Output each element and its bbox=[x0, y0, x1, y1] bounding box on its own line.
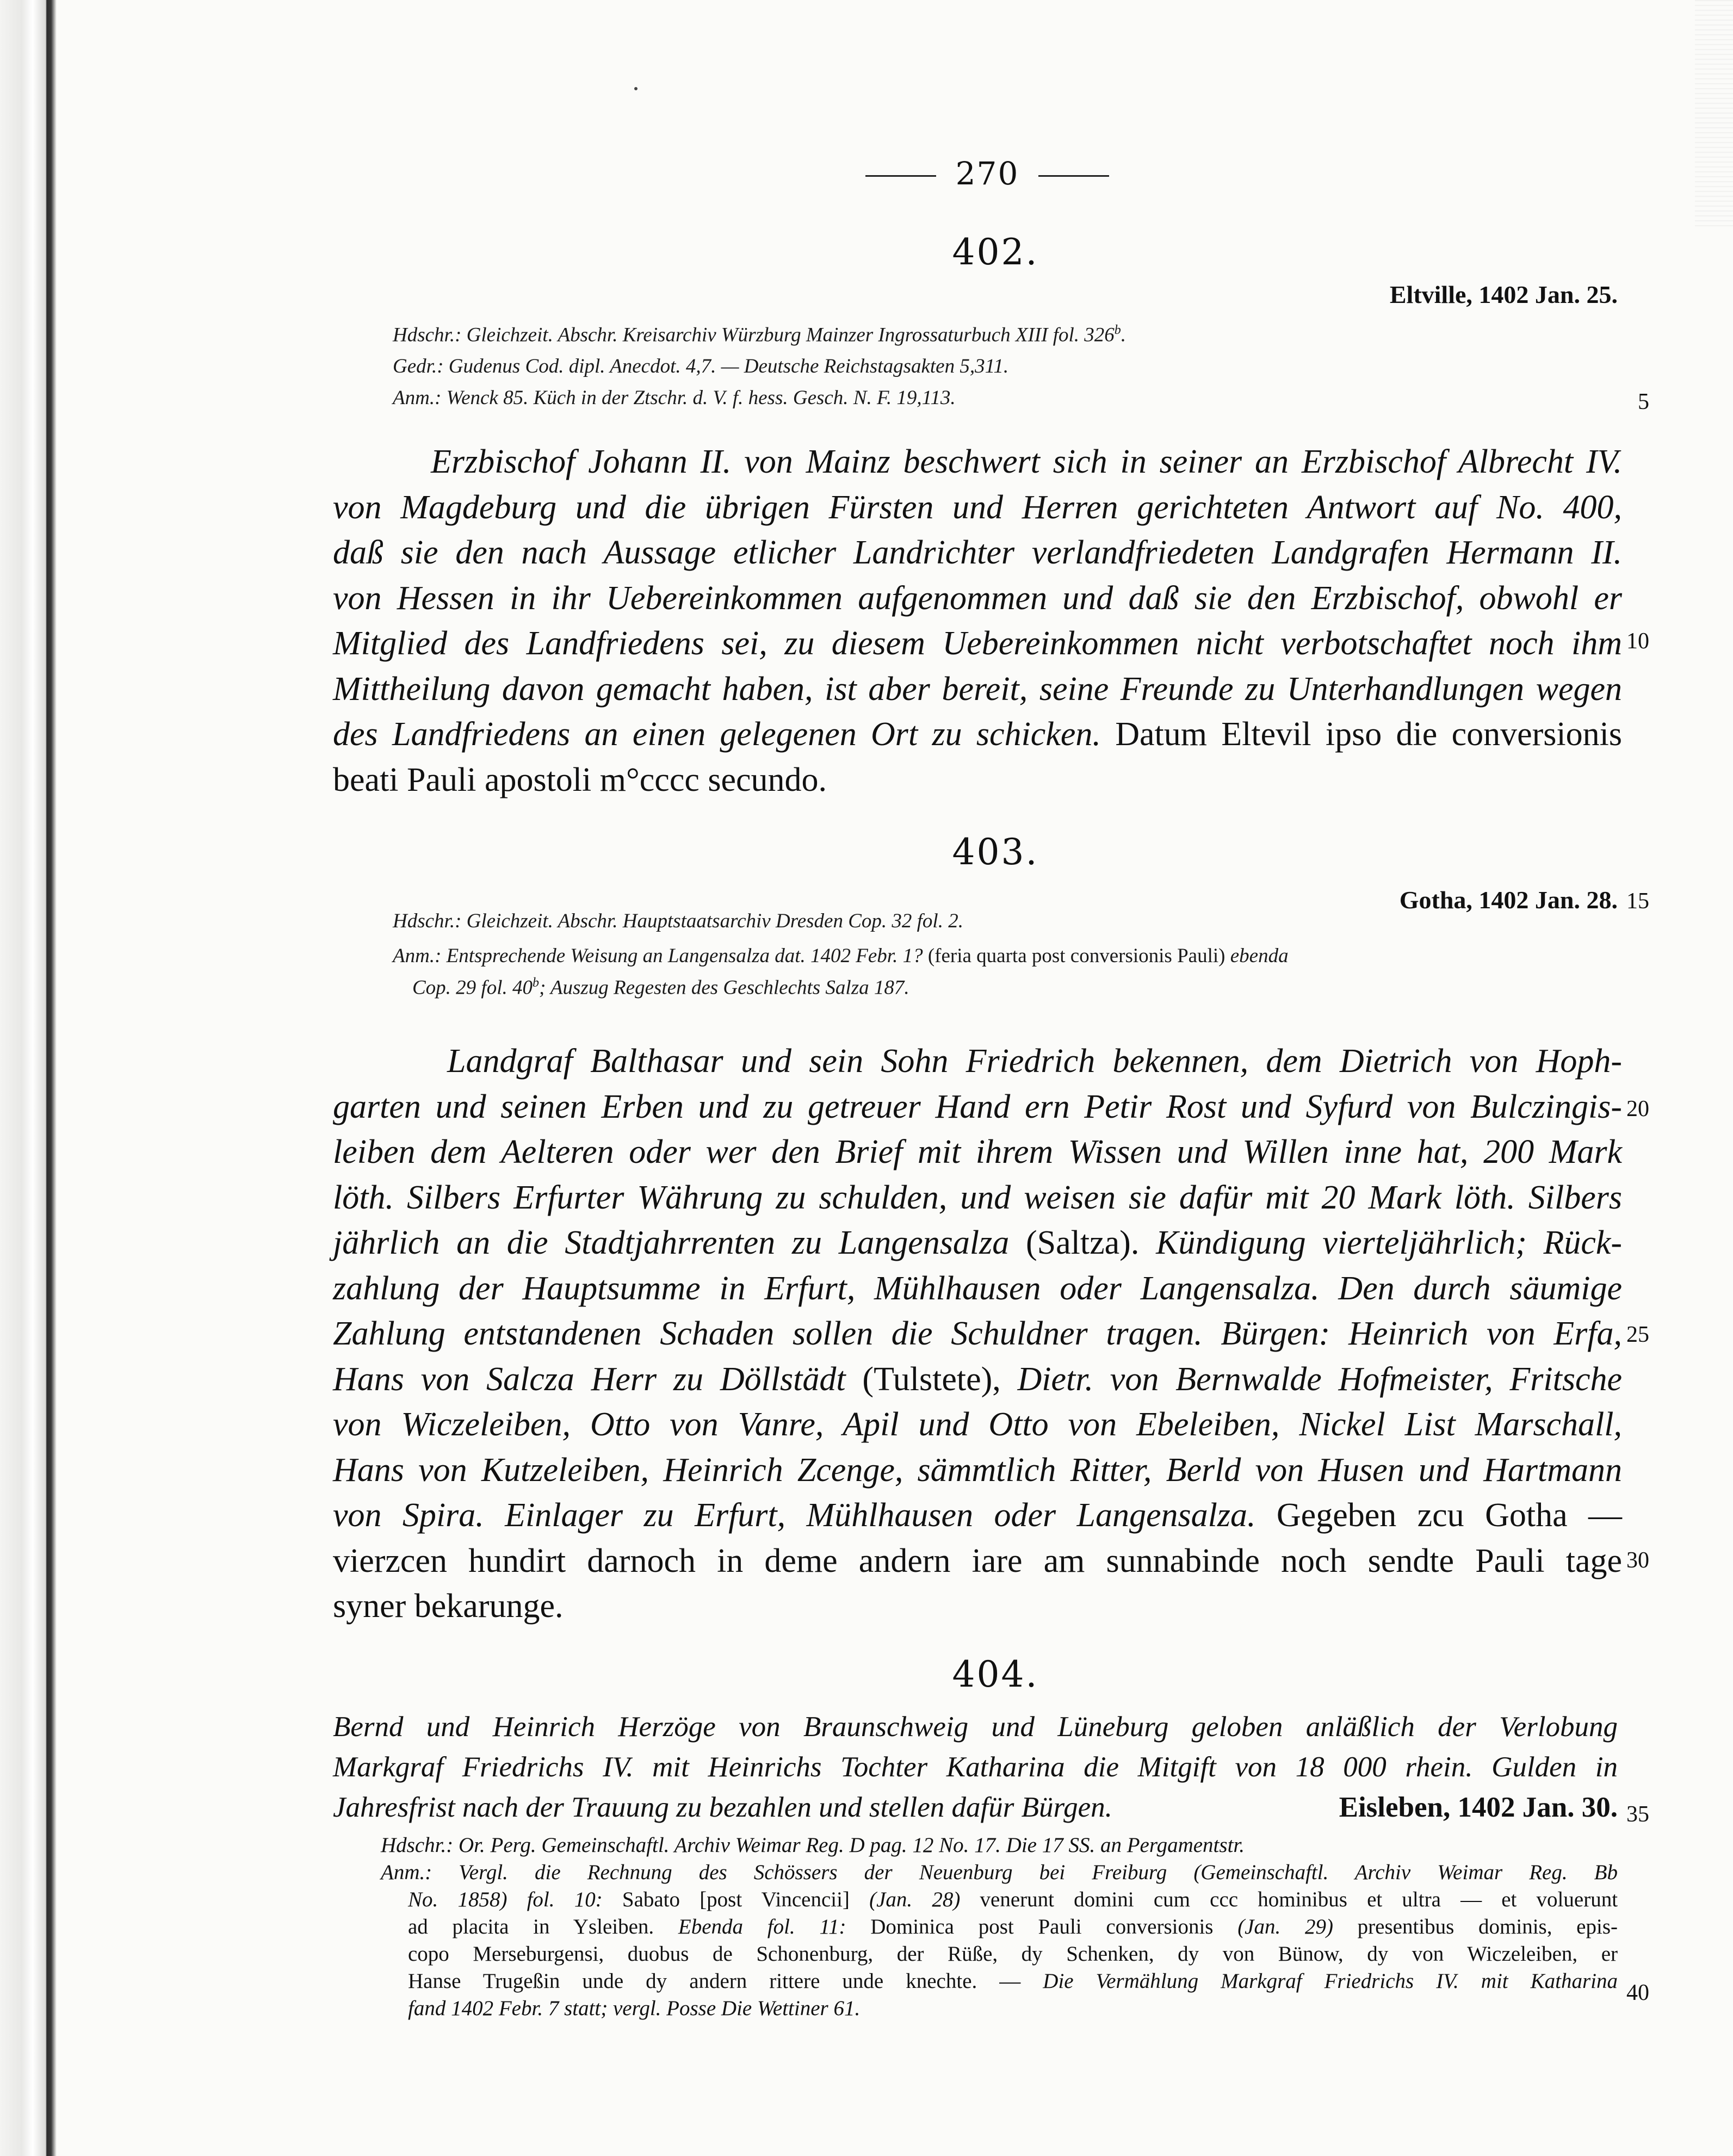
margin-line-number-25: 25 bbox=[1626, 1322, 1649, 1347]
regest-line: garten und seinen Erben und zu getreuer Hand ern Petir Rost und Syfurd von Bulczingis- bbox=[333, 1088, 1622, 1125]
regest-line: syner bekarunge. bbox=[333, 1588, 564, 1625]
margin-line-number-35: 35 bbox=[1626, 1802, 1649, 1827]
summary-line: Jahresfrist nach der Trauung zu bezahlen und stellen dafür Bürgen. Eisleben, 1402 Jan. 30. bbox=[333, 1787, 1618, 1827]
note-line: ad placita in Ysleiben. Ebenda fol. 11: Dominica post Pauli conversionis (Jan. 29) presentibus dominis, epis- bbox=[408, 1915, 1618, 1938]
doc402-source-gedr: Gedr.: Gudenus Cod. dipl. Anecdot. 4,7. — Deutsche Reichstagsakten 5,311. bbox=[393, 355, 1009, 377]
doc-number-403: 403. bbox=[952, 831, 1039, 873]
regest-line: daß sie den nach Aussage etlicher Landrichter verlandfriedeten Landgrafen Hermann II. bbox=[333, 534, 1622, 571]
regest-line: Hans von Salcza Herr zu Döllstädt (Tulstete), Dietr. von Bernwalde Hofmeister, Fritsche bbox=[333, 1360, 1623, 1398]
regest-line: von Hessen in ihr Uebereinkommen aufgenommen und daß sie den Erzbischof, obwohl er bbox=[333, 579, 1622, 617]
regest-line: von Wiczeleiben, Otto von Vanre, Apil und Otto von Ebeleiben, Nickel List Marschall, bbox=[333, 1406, 1622, 1443]
doc402-source-anm: Anm.: Wenck 85. Küch in der Ztschr. d. V. f. hess. Gesch. N. F. 19,113. bbox=[393, 387, 956, 409]
regest-line: Mitglied des Landfriedens sei, zu diesem Uebereinkommen nicht verbotschaftet noch ihm bbox=[333, 625, 1622, 662]
doc403-place-date: Gotha, 1402 Jan. 28. bbox=[1399, 886, 1618, 914]
doc-number-404: 404. bbox=[952, 1653, 1039, 1695]
margin-line-number-20: 20 bbox=[1626, 1096, 1649, 1122]
note-line: Hanse Trugeßin unde dy andern rittere unde knechte. — Die Vermählung Markgraf Friedrichs IV. mit Katharina bbox=[408, 1969, 1618, 1993]
regest-line: löth. Silbers Erfurter Währung zu schulden, und weisen sie dafür mit 20 Mark löth. Silbers bbox=[333, 1179, 1622, 1216]
doc402-source-hdschr: Hdschr.: Gleichzeit. Abschr. Kreisarchiv Würzburg Mainzer Ingrossaturbuch XIII fol. 326$^b$. bbox=[393, 323, 1127, 346]
regest-line: Zahlung entstandenen Schaden sollen die Schuldner tragen. Bürgen: Heinrich von Erfa, bbox=[333, 1315, 1622, 1352]
summary-line: Bernd und Heinrich Herzöge von Braunschweig und Lüneburg geloben anläßlich der Verlobung bbox=[333, 1711, 1618, 1743]
doc404-summary bbox=[333, 1707, 1618, 1827]
note-line: copo Merseburgensi, duobus de Schonenburg, der Rüße, dy Schenken, dy von Bünow, dy von Wiczeleiben, er bbox=[408, 1942, 1618, 1966]
regest-line: zahlung der Hauptsumme in Erfurt, Mühlhausen oder Langensalza. Den durch säumige bbox=[333, 1269, 1622, 1307]
margin-line-number-5: 5 bbox=[1638, 389, 1649, 414]
note-line: Hdschr.: Or. Perg. Gemeinschaftl. Archiv Weimar Reg. D pag. 12 No. 17. Die 17 SS. an Pergamentstr. bbox=[381, 1833, 1245, 1857]
regest-line: von Spira. Einlager zu Erfurt, Mühlhausen oder Langensalza. Gegeben zcu Gotha — bbox=[333, 1497, 1622, 1534]
regest-line: Hans von Kutzeleiben, Heinrich Zcenge, sämmtlich Ritter, Berld von Husen und Hartmann bbox=[333, 1451, 1622, 1489]
doc403-regest bbox=[333, 1039, 1622, 1630]
margin-line-number-30: 30 bbox=[1626, 1548, 1649, 1573]
summary-line: Markgraf Friedrichs IV. mit Heinrichs Tochter Katharina die Mitgift von 18 000 rhein. Gulden in bbox=[333, 1751, 1618, 1783]
page-number: 270 bbox=[955, 155, 1019, 192]
doc-number-402: 402. bbox=[952, 231, 1039, 273]
doc402-regest bbox=[333, 439, 1622, 803]
note-line: Anm.: Vergl. die Rechnung des Schössers der Neuenburg bei Freiburg (Gemeinschaftl. Archiv Weimar Reg. Bb bbox=[381, 1861, 1618, 1884]
book-binding-edge bbox=[0, 0, 60, 2156]
regest-line: jährlich an die Stadtjahrrenten zu Langensalza (Saltza). Kündigung vierteljährlich; Rück- bbox=[333, 1224, 1623, 1261]
doc402-place-date: Eltville, 1402 Jan. 25. bbox=[1389, 281, 1618, 308]
margin-line-number-40: 40 bbox=[1626, 1980, 1649, 2005]
page-header bbox=[810, 155, 1164, 192]
doc404-notes bbox=[381, 1832, 1618, 2022]
regest-line: des Landfriedens an einen gelegenen Ort zu schicken. Datum Eltevil ipso die conversionis bbox=[333, 716, 1623, 753]
doc403-source-cop: Cop. 29 fol. 40$^b$; Auszug Regesten des Geschlechts Salza 187. bbox=[412, 976, 909, 999]
margin-line-number-10: 10 bbox=[1626, 629, 1649, 654]
regest-line: von Magdeburg und die übrigen Fürsten und Herren gerichteten Antwort auf No. 400, bbox=[333, 488, 1622, 526]
doc403-source-anm: Anm.: Entsprechende Weisung an Langensalza dat. 1402 Febr. 1? (feria quarta post conversionis Pauli) ebenda bbox=[393, 945, 1289, 967]
scan-speck bbox=[634, 87, 638, 90]
doc403-source-hdschr: Hdschr.: Gleichzeit. Abschr. Hauptstaatsarchiv Dresden Cop. 32 fol. 2. bbox=[393, 910, 963, 932]
regest-line: vierzcen hundirt darnoch in deme andern iare am sunnabinde noch sendte Pauli tage bbox=[333, 1542, 1622, 1579]
regest-line: Erzbischof Johann II. von Mainz beschwert sich in seiner an Erzbischof Albrecht IV. bbox=[431, 443, 1622, 480]
regest-line: Mittheilung davon gemacht haben, ist aber bereit, seine Freunde zu Unterhandlungen wegen bbox=[333, 670, 1622, 708]
regest-line: beati Pauli apostoli m°cccc secundo. bbox=[333, 761, 827, 798]
regest-line: leiben dem Aelteren oder wer den Brief mit ihrem Wissen und Willen inne hat, 200 Mark bbox=[333, 1133, 1622, 1170]
note-line: No. 1858) fol. 10: Sabato [post Vincencii] (Jan. 28) venerunt domini cum ccc hominibus et ultra — et voluerunt bbox=[408, 1888, 1618, 1911]
note-line: fand 1402 Febr. 7 statt; vergl. Posse Die Wettiner 61. bbox=[408, 1997, 861, 2020]
margin-line-number-15: 15 bbox=[1626, 889, 1649, 914]
regest-line: Landgraf Balthasar und sein Sohn Friedrich bekennen, dem Dietrich von Hoph- bbox=[447, 1043, 1622, 1080]
doc404-place-date: Eisleben, 1402 Jan. 30. bbox=[1339, 1792, 1618, 1823]
page-edge-shadow bbox=[1695, 0, 1733, 228]
